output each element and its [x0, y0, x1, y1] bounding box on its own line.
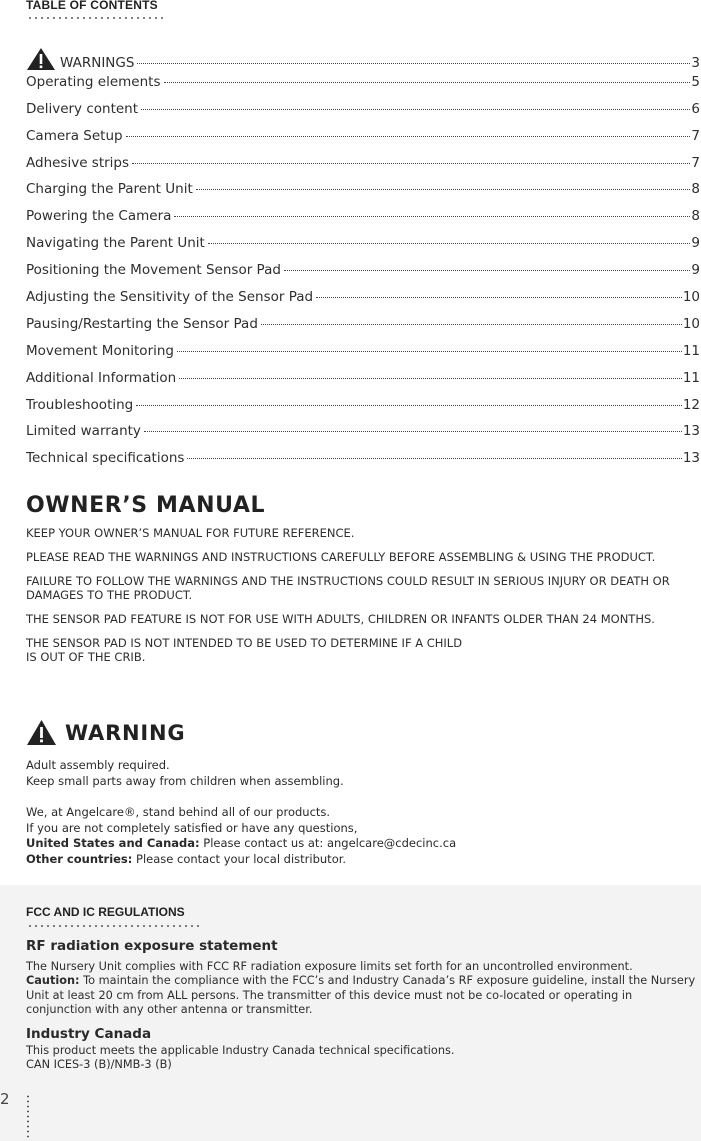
manual-paragraph: THE SENSOR PAD IS NOT INTENDED TO BE USED TO DETERMINE IF A CHILD IS OUT OF THE CRIB. — [26, 636, 463, 664]
toc-item-page: 3 — [691, 55, 700, 71]
contact-us-text: Please contact us at: angelcare@cdecinc.ca — [199, 836, 457, 850]
toc-item-label: Technical specifications — [26, 450, 185, 467]
manual-paragraph: KEEP YOUR OWNER’S MANUAL FOR FUTURE REFERENCE. — [26, 526, 355, 540]
toc-item-label: Powering the Camera — [26, 208, 172, 225]
toc-item-page: 7 — [691, 154, 700, 171]
toc-item-label: Navigating the Parent Unit — [26, 235, 205, 252]
toc-leader — [141, 109, 690, 110]
toc-item-label: Camera Setup — [26, 127, 123, 144]
toc-item-page: 11 — [682, 342, 700, 359]
toc-heading-underline — [27, 17, 165, 19]
toc-leader — [126, 136, 691, 137]
fcc-heading: FCC AND IC REGULATIONS — [26, 905, 185, 919]
toc-leader — [144, 431, 682, 432]
toc-item-page: 12 — [682, 396, 700, 413]
fcc-heading-underline — [27, 925, 199, 927]
warning-triangle-icon — [26, 719, 57, 746]
toc-item-delivery-content[interactable] — [26, 101, 700, 128]
caution-text — [26, 974, 696, 1017]
toc-leader — [196, 189, 691, 190]
toc-item-troubleshooting[interactable] — [26, 397, 700, 424]
ic-line: CAN ICES-3 (B)/NMB-3 (B) — [26, 1058, 172, 1072]
toc-item-technical-specifications[interactable] — [26, 450, 700, 477]
toc-item-adhesive-strips[interactable] — [26, 155, 700, 182]
contact-other — [26, 852, 456, 868]
toc-item-label: Troubleshooting — [26, 396, 134, 413]
manual-paragraphs — [26, 526, 701, 674]
contact-other-text: Please contact your local distributor. — [132, 851, 347, 866]
ic-title: Industry Canada — [26, 1026, 152, 1042]
rf-title: RF radiation exposure statement — [26, 938, 278, 954]
ic-text-block — [26, 1044, 696, 1073]
warning-triangle-icon — [26, 47, 56, 71]
warning-line: Keep small parts away from children when assembling. — [26, 773, 344, 788]
contact-us-canada — [26, 836, 456, 852]
toc-item-page: 8 — [691, 208, 700, 225]
toc-item-adjusting-sensitivity[interactable] — [26, 289, 700, 316]
contact-other-label: Other countries: — [26, 851, 133, 866]
warning-title: WARNING — [65, 720, 186, 745]
toc-item-page: 11 — [682, 369, 700, 386]
caution-body: To maintain the compliance with the FCC’s and Industry Canada’s RF exposure guideline, install the Nursery Unit at least 20 cm from ALL persons. The transmitter of this device must not be co-located or operating in conjunction with any other antenna or transmitter. — [26, 974, 696, 1016]
toc-leader — [136, 405, 682, 406]
manual-paragraph: THE SENSOR PAD FEATURE IS NOT FOR USE WITH ADULTS, CHILDREN OR INFANTS OLDER THAN 24 MONTHS. — [26, 612, 655, 626]
toc-item-limited-warranty[interactable] — [26, 423, 700, 450]
toc-item-label: Adjusting the Sensitivity of the Sensor Pad — [26, 289, 314, 306]
toc-item-warnings[interactable] — [26, 47, 700, 74]
contact-block — [26, 805, 456, 867]
page-number-dots — [27, 1094, 29, 1140]
toc-leader — [208, 243, 691, 244]
toc-item-label: Limited warranty — [26, 423, 141, 440]
toc-item-page: 10 — [682, 315, 700, 332]
toc-item-page: 10 — [682, 289, 700, 306]
toc-item-navigating-parent-unit[interactable] — [26, 235, 700, 262]
toc-item-label: Positioning the Movement Sensor Pad — [26, 262, 281, 279]
toc-leader — [137, 63, 690, 64]
toc-item-label: Additional Information — [26, 369, 177, 386]
toc-item-page: 9 — [691, 235, 700, 252]
contact-line: If you are not completely satisfied or have any questions, — [26, 820, 358, 835]
ic-line: This product meets the applicable Industry Canada technical specifications. — [26, 1044, 455, 1057]
toc-leader — [174, 216, 690, 217]
toc-item-page: 6 — [691, 100, 700, 117]
toc-item-page: 9 — [691, 262, 700, 279]
toc-item-powering-camera[interactable] — [26, 208, 700, 235]
warning-heading — [26, 719, 185, 746]
warning-text — [26, 758, 344, 789]
page-number: 2 — [0, 1090, 10, 1108]
toc-leader — [179, 378, 682, 379]
contact-us-label: United States and Canada: — [26, 836, 200, 850]
rf-text: The Nursery Unit complies with FCC RF radiation exposure limits set forth for an uncontrolled environment. — [26, 960, 633, 973]
manual-title: OWNER’S MANUAL — [26, 493, 266, 518]
toc-leader — [132, 163, 690, 164]
toc-item-positioning-sensor-pad[interactable] — [26, 262, 700, 289]
toc-item-page: 13 — [682, 450, 700, 467]
toc-item-charging-parent-unit[interactable] — [26, 181, 700, 208]
toc-list — [26, 47, 700, 477]
toc-item-page: 8 — [691, 181, 700, 198]
warning-line: Adult assembly required. — [26, 758, 170, 772]
toc-item-operating-elements[interactable] — [26, 74, 700, 101]
toc-leader — [164, 82, 691, 83]
toc-leader — [177, 351, 682, 352]
toc-item-label: Operating elements — [26, 73, 161, 90]
toc-leader — [316, 297, 682, 298]
manual-paragraph: FAILURE TO FOLLOW THE WARNINGS AND THE INSTRUCTIONS COULD RESULT IN SERIOUS INJURY OR DEATH OR DAMAGES TO THE PRODUCT. — [26, 574, 670, 602]
toc-item-label: Delivery content — [26, 100, 139, 117]
toc-item-label: Charging the Parent Unit — [26, 181, 193, 198]
caution-label: Caution: — [26, 974, 80, 988]
toc-leader — [284, 270, 690, 271]
toc-item-label: Movement Monitoring — [26, 342, 174, 359]
rf-text-block — [26, 960, 696, 1017]
toc-item-page: 7 — [691, 127, 700, 144]
toc-item-label: Pausing/Restarting the Sensor Pad — [26, 315, 258, 332]
manual-paragraph: PLEASE READ THE WARNINGS AND INSTRUCTIONS CAREFULLY BEFORE ASSEMBLING & USING THE PRODUCT. — [26, 550, 656, 564]
toc-item-label: Adhesive strips — [26, 154, 130, 171]
toc-item-movement-monitoring[interactable] — [26, 343, 700, 370]
toc-item-additional-information[interactable] — [26, 370, 700, 397]
toc-item-label: WARNINGS — [60, 55, 135, 71]
toc-item-pausing-restarting[interactable] — [26, 316, 700, 343]
toc-leader — [261, 324, 682, 325]
toc-heading: TABLE OF CONTENTS — [26, 0, 158, 12]
toc-item-page: 13 — [682, 423, 700, 440]
contact-line: We, at Angelcare®, stand behind all of our products. — [26, 805, 331, 819]
toc-item-page: 5 — [691, 73, 700, 90]
toc-leader — [187, 458, 681, 459]
toc-item-camera-setup[interactable] — [26, 128, 700, 155]
